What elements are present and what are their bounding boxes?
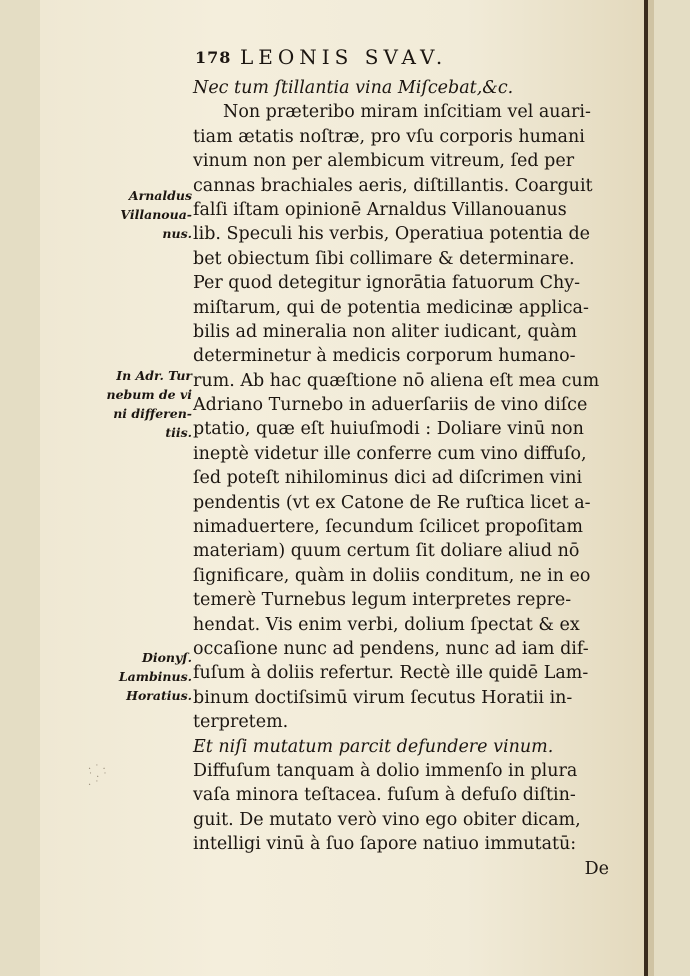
- text-line: ineptè videtur ille conferre cum vino diffuſo,: [193, 443, 587, 464]
- page-number: 178: [195, 48, 232, 67]
- margin-note-line: nebum de vi: [106, 387, 192, 402]
- text-line: vaſa minora teſtacea. fuſum à defuſo diſtin-: [193, 785, 576, 806]
- margin-note-lambinus: [119, 648, 192, 705]
- text-line: occaſione nunc ad pendens, nunc ad iam dif-: [193, 638, 589, 659]
- text-line: tiam ætatis noſtræ, pro vſu corporis humani: [193, 126, 585, 147]
- text-line: materiam) quum certum ſit doliare aliud nō: [193, 541, 580, 562]
- text-line: cannas brachiales aeris, diſtillantis. Coarguit: [193, 175, 593, 196]
- margin-note-line: Dionyſ.: [141, 650, 192, 665]
- text-line: lib. Speculi his verbis, Operatiua potentia de: [193, 224, 591, 245]
- page-edge: [648, 0, 654, 976]
- text-line: miſtarum, qui de potentia medicinæ applica-: [193, 297, 589, 318]
- text-line: Adriano Turnebo in aduerſariis de vino diſce: [193, 395, 588, 416]
- text-line: guit. De mutato verò vino ego obiter dicam,: [193, 809, 581, 830]
- margin-note-turnebus: [106, 366, 192, 442]
- text-line: bet obiectum ſibi collimare & determinare.: [193, 248, 575, 269]
- text-line: vinum non per alembicum vitreum, ſed per: [193, 151, 575, 172]
- margin-note-line: ni differen-: [113, 406, 192, 421]
- ink-blot: · ˙ · ˙ · ˙ · ˙: [88, 764, 108, 791]
- text-line: determinetur à medicis corporum humano-: [193, 346, 576, 367]
- text-line: intelligi vinū à ſuo ſapore natiuo immutatū:: [193, 834, 577, 855]
- catchword: De: [584, 858, 609, 879]
- text-line: binum doctiſsimū virum ſecutus Horatii in-: [193, 687, 573, 708]
- text-line: Et niſi mutatum parcit defundere vinum.: [193, 736, 554, 757]
- text-line: Nec tum ſtillantia vina Miſcebat,&c.: [193, 78, 514, 98]
- text-line: bilis ad mineralia non aliter iudicant, quàm: [193, 321, 577, 342]
- margin-note-line: tiis.: [165, 425, 192, 440]
- running-head: LEONIS SVAV.: [240, 45, 448, 69]
- margin-note-line: Arnaldus: [128, 188, 192, 203]
- margin-note-arnaldus: [120, 186, 192, 243]
- page-header: [155, 45, 595, 74]
- text-line: temerè Turnebus legum interpretes repre-: [193, 590, 572, 611]
- margin-note-line: Villanoua-: [120, 207, 192, 222]
- text-line: ſed poteſt nihilominus dici ad diſcrimen vini: [193, 468, 583, 489]
- body-text: [193, 76, 613, 881]
- text-line: ſignificare, quàm in doliis conditum, ne in eo: [193, 565, 591, 586]
- text-line: Diffuſum tanquam à dolio immenſo in plura: [193, 760, 578, 781]
- page-gutter-shadow: [644, 0, 648, 976]
- text-line: terpretem.: [193, 712, 289, 733]
- text-line: falſi iſtam opinionē Arnaldus Villanouanus: [193, 199, 567, 220]
- text-line: Per quod detegitur ignorātia fatuorum Chy-: [193, 273, 581, 294]
- text-line: Non præteribo miram inſcitiam vel auari-: [223, 102, 591, 123]
- margin-note-line: In Adr. Tur: [116, 368, 192, 383]
- margin-note-line: Lambinus.: [118, 669, 192, 684]
- text-line: pendentis (vt ex Catone de Re ruſtica licet a-: [193, 492, 591, 513]
- text-line: hendat. Vis enim verbi, dolium ſpectat & ex: [193, 614, 580, 635]
- margin-note-line: Horatius.: [126, 688, 192, 703]
- margin-note-line: nus.: [162, 226, 192, 241]
- text-line: fuſum à doliis refertur. Rectè ille quidē Lam-: [193, 663, 589, 684]
- text-line: ptatio, quæ eſt huiuſmodi : Doliare vinū non: [193, 419, 584, 440]
- text-line: rum. Ab hac quæſtione nō aliena eſt mea cum: [193, 370, 600, 391]
- text-line: nimaduertere, ſecundum ſcilicet propoſitam: [193, 517, 583, 538]
